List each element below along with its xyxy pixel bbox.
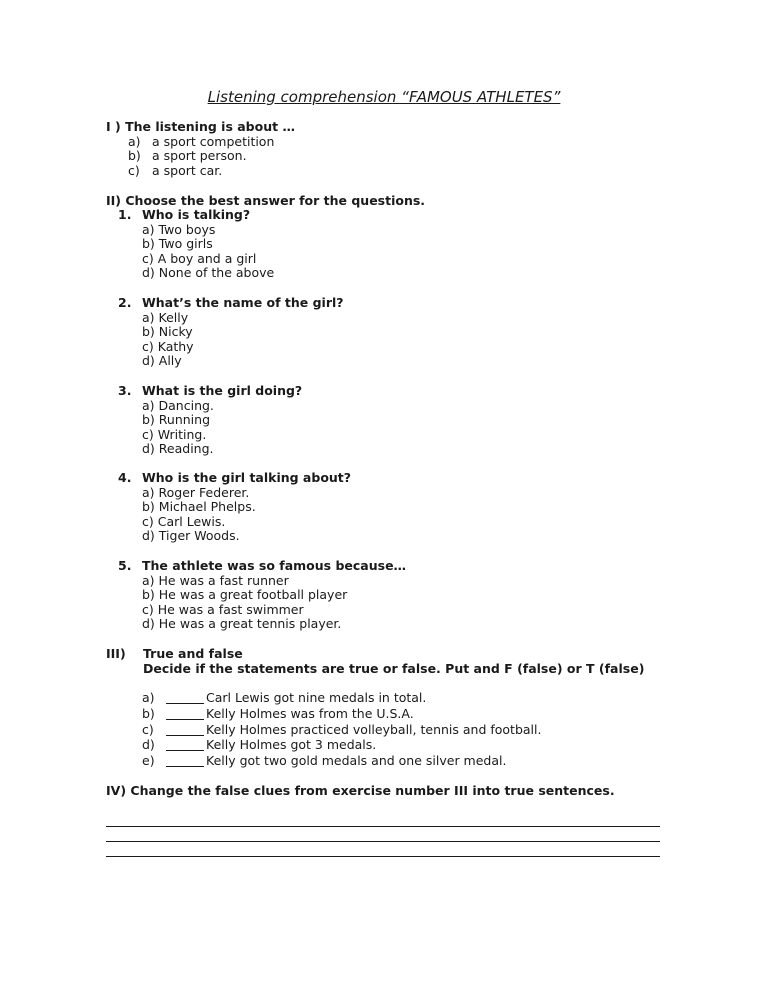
answer-blank[interactable] xyxy=(166,703,204,704)
section-1-heading: I ) The listening is about … xyxy=(106,119,295,134)
question-number: 2. xyxy=(118,295,132,310)
section-3 xyxy=(106,647,706,676)
true-false-list xyxy=(142,691,662,770)
choice: c) A boy and a girl xyxy=(142,250,257,266)
statement-label: c) xyxy=(142,721,154,737)
statement-c xyxy=(142,723,662,739)
choice: a) Dancing. xyxy=(142,397,214,413)
question-text: Who is the girl talking about? xyxy=(142,470,352,485)
statement-label: d) xyxy=(142,737,155,753)
statement-d xyxy=(142,738,662,754)
choice: a) Two boys xyxy=(142,221,216,237)
choice: b) Two girls xyxy=(142,236,213,252)
choice: c) He was a fast swimmer xyxy=(142,601,304,617)
statement-label: b) xyxy=(142,705,155,721)
choice: c) Writing. xyxy=(142,426,207,442)
answer-blank[interactable] xyxy=(166,719,204,720)
section-3-number: III) xyxy=(106,646,126,661)
statement-text: Kelly Holmes got 3 medals. xyxy=(206,737,377,753)
statement-label: e) xyxy=(142,753,155,769)
choice: d) Ally xyxy=(142,353,182,369)
choice: c) Carl Lewis. xyxy=(142,513,226,529)
option-a xyxy=(128,135,666,150)
question-1 xyxy=(118,208,658,281)
answer-blank[interactable] xyxy=(166,735,204,736)
question-number: 3. xyxy=(118,383,132,398)
choice: d) Reading. xyxy=(142,441,214,457)
answer-line[interactable] xyxy=(106,856,660,857)
choice: b) Running xyxy=(142,412,211,428)
question-text: The athlete was so famous because… xyxy=(142,558,407,573)
statement-label: a) xyxy=(142,690,155,705)
choice: a) He was a fast runner xyxy=(142,572,289,588)
option-c xyxy=(128,164,666,179)
section-3-heading: True and false xyxy=(143,646,243,661)
question-number: 5. xyxy=(118,558,132,573)
section-2-heading: II) Choose the best answer for the questions. xyxy=(106,193,426,208)
statement-b xyxy=(142,707,662,723)
question-number: 1. xyxy=(118,207,132,222)
statement-text: Carl Lewis got nine medals in total. xyxy=(206,690,427,705)
choice: b) Nicky xyxy=(142,324,193,340)
section-1 xyxy=(106,120,666,179)
statement-text: Kelly Holmes was from the U.S.A. xyxy=(206,705,414,721)
section-4-heading: IV) Change the false clues from exercise number III into true sentences. xyxy=(106,783,615,798)
statement-text: Kelly Holmes practiced volleyball, tennis and football. xyxy=(206,721,542,737)
choice: b) Michael Phelps. xyxy=(142,499,256,515)
question-2 xyxy=(118,296,658,369)
choice: c) Kathy xyxy=(142,338,194,354)
option-b xyxy=(128,149,666,164)
question-number: 4. xyxy=(118,470,132,485)
question-5 xyxy=(118,559,658,632)
choice: d) Tiger Woods. xyxy=(142,528,240,544)
section-4 xyxy=(106,784,706,799)
option-label: c) xyxy=(128,163,140,179)
choice: d) None of the above xyxy=(142,265,275,281)
statement-text: Kelly got two gold medals and one silver medal. xyxy=(206,753,507,769)
statement-e xyxy=(142,754,662,770)
question-text: What’s the name of the girl? xyxy=(142,295,344,310)
section-3-instruction: Decide if the statements are true or false. Put and F (false) or T (false) xyxy=(143,660,645,676)
option-label: a) xyxy=(128,133,141,149)
choice: a) Kelly xyxy=(142,309,189,325)
answer-blank[interactable] xyxy=(166,750,204,751)
option-text: a sport car. xyxy=(152,163,223,179)
answer-line[interactable] xyxy=(106,826,660,827)
choice: d) He was a great tennis player. xyxy=(142,616,342,632)
choice: a) Roger Federer. xyxy=(142,484,250,500)
question-text: What is the girl doing? xyxy=(142,383,303,398)
question-text: Who is talking? xyxy=(142,207,251,222)
option-label: b) xyxy=(128,148,141,164)
question-4 xyxy=(118,471,658,544)
option-text: a sport person. xyxy=(152,148,247,164)
statement-a xyxy=(142,691,662,707)
question-3 xyxy=(118,384,658,457)
option-text: a sport competition xyxy=(152,133,275,149)
answer-blank[interactable] xyxy=(166,766,204,767)
choice: b) He was a great football player xyxy=(142,587,348,603)
answer-line[interactable] xyxy=(106,841,660,842)
page-title: Listening comprehension “FAMOUS ATHLETES” xyxy=(207,88,561,106)
